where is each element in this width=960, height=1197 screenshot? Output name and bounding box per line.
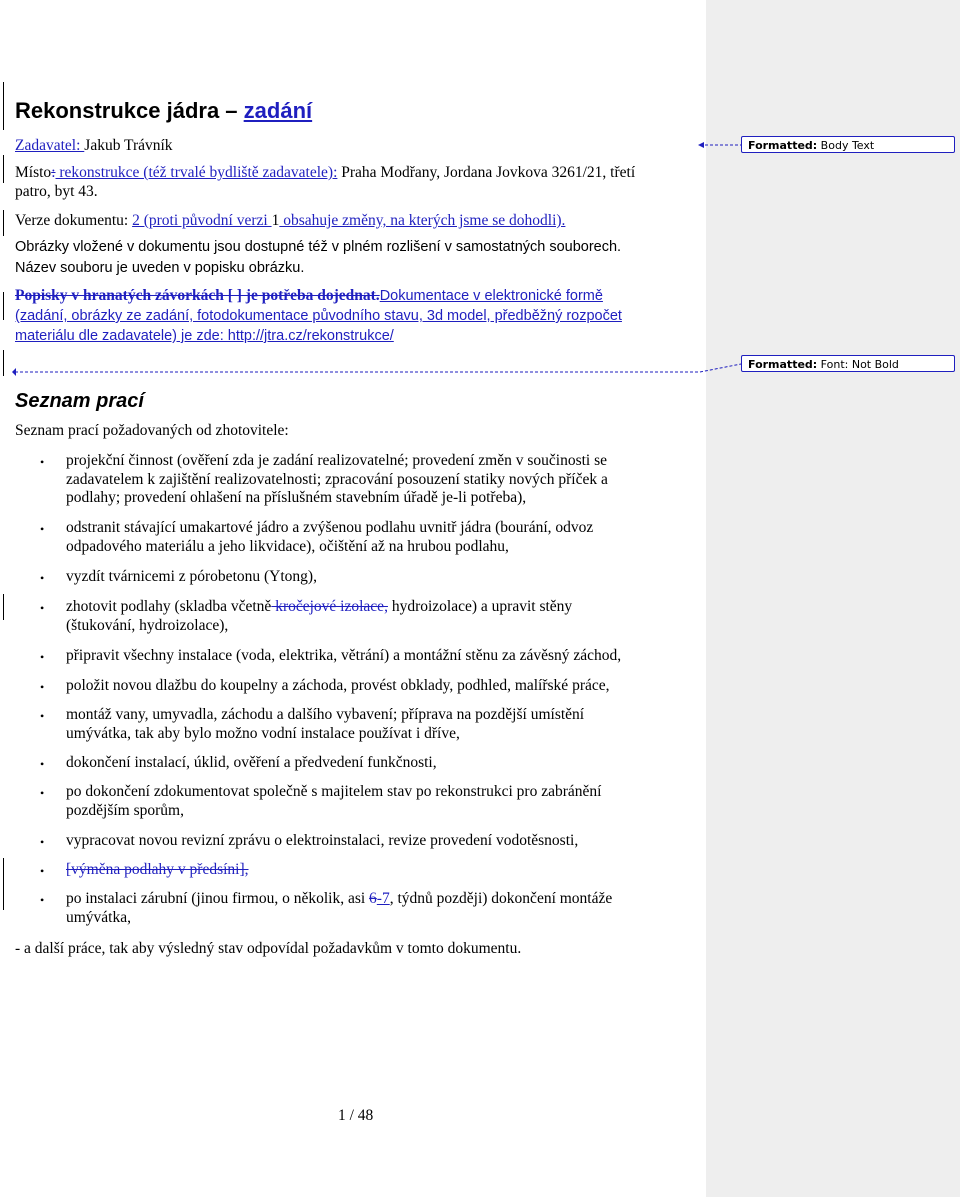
list-item-line: (štukování, hydroizolace), — [66, 616, 229, 634]
list-item-line: dokončení instalací, úklid, ověření a předvedení funkčnosti, — [66, 754, 437, 771]
bullet-icon: • — [40, 757, 45, 771]
title-inserted-text: zadání — [243, 98, 313, 123]
list-item-line: umývátka, tak aby bylo možno vodní instalace používat i dříve, — [66, 724, 460, 742]
list-item-line: montáž vany, umyvadla, záchodu a dalšího vybavení; příprava na pozdější umístění — [66, 706, 585, 723]
anchor-arrow-icon — [12, 368, 16, 376]
bullet-icon: • — [40, 650, 45, 664]
bullet-icon: • — [40, 864, 45, 878]
tracked-deleted-text: Popisky v hranatých závorkách [ ] je potřeba dojednat. — [15, 287, 380, 304]
place-inserted-text: rekonstrukce (též trvalé bydliště zadavatele): — [55, 164, 338, 181]
tracked-inserted-line-3: materiálu dle zadavatele) je zde: http://jtra.cz/rekonstrukce/ — [15, 328, 394, 344]
comment-balloon[interactable] — [741, 355, 955, 372]
comment-value: Body Text — [817, 139, 875, 152]
comment-balloon[interactable] — [741, 136, 955, 153]
comment-connector — [15, 364, 741, 372]
version-inserted-2: obsahuje změny, na kterých jsme se dohodli). — [279, 212, 566, 229]
list-item-line: odstranit stávající umakartové jádro a zvýšenou podlahu uvnitř jádra (bourání, odvoz — [66, 519, 594, 536]
list-item-line: pozdějším sporům, — [66, 801, 184, 819]
place-label: Místo — [15, 164, 52, 181]
list-item-line: připravit všechny instalace (voda, elektrika, větrání) a montážní stěnu za závěsný záchod, — [66, 647, 622, 664]
list-item-line: odpadového materiálu a jeho likvidace), očištění až na hrubou podlahu, — [66, 537, 509, 555]
place-line-2: patro, byt 43. — [15, 183, 98, 200]
tracked-inserted-line-2: (zadání, obrázky ze zadání, fotodokumentace původního stavu, 3d model, předběžný rozpočet — [15, 308, 622, 324]
list-item-text: po instalaci zárubní (jinou firmou, o několik, asi — [66, 890, 370, 907]
client-label: Zadavatel: — [15, 137, 85, 154]
section-heading: Seznam prací — [15, 390, 144, 412]
page-number: 1 / 48 — [338, 1107, 374, 1124]
comment-label: Formatted: — [748, 358, 818, 371]
bullet-icon: • — [40, 571, 45, 585]
list-item-line: podlahy; provedení ohlašení na příslušném stavebním úřadě je-li potřeba), — [66, 489, 527, 506]
version-old: 1 — [271, 212, 280, 229]
list-item-text: , týdnů později) dokončení montáže — [389, 890, 613, 907]
title-text: Rekonstrukce jádra – — [15, 98, 244, 123]
list-item-line: položit novou dlažbu do koupelny a záchoda, provést obklady, podhled, malířské práce, — [66, 677, 610, 694]
bullet-icon: • — [40, 455, 45, 469]
place-address: Praha Modřany, Jordana Jovkova 3261/21, třetí — [337, 164, 636, 181]
tracked-inserted-line-1: Dokumentace v elektronické formě — [379, 288, 603, 304]
bullet-icon: • — [40, 893, 45, 907]
list-item-line: po dokončení zdokumentovat společně s majitelem stav po rekonstrukci pro zabránění — [66, 783, 602, 800]
version-inserted-1: 2 (proti původní verzi — [132, 212, 272, 229]
bullet-icon: • — [40, 835, 45, 849]
list-item-deleted-text: 6 — [369, 890, 377, 907]
list-item-line: projekční činnost (ověření zda je zadání realizovatelné; provedení změn v součinosti se — [66, 452, 608, 469]
version-prefix: Verze dokumentu: — [15, 212, 133, 229]
images-note-line-1: Obrázky vložené v dokumentu jsou dostupné též v plném rozlišení v samostatných souborech. — [15, 239, 622, 255]
anchor-arrow-icon — [698, 142, 704, 148]
client-name: Jakub Trávník — [84, 137, 173, 154]
list-item-deleted-text: kročejové izolace, — [271, 598, 388, 615]
list-item-line: vyzdít tvárnicemi z pórobetonu (Ytong), — [66, 568, 317, 585]
bullet-icon: • — [40, 680, 45, 694]
bullet-icon: • — [40, 786, 45, 800]
list-item-line: vypracovat novou revizní zprávu o elektroinstalaci, revize provedení vodotěsnosti, — [66, 832, 579, 849]
bullet-icon: • — [40, 709, 45, 723]
list-item-line: umývátka, — [66, 908, 131, 926]
place-deleted-colon: : — [51, 164, 56, 181]
images-note-line-2: Název souboru je uveden v popisku obrázku. — [15, 260, 305, 276]
bullet-icon: • — [40, 522, 45, 536]
bullet-icon: • — [40, 601, 45, 615]
comment-label: Formatted: — [748, 139, 818, 152]
list-item-deleted-text: [výměna podlahy v předsíni], — [66, 861, 249, 878]
list-item-text: hydroizolace) a upravit stěny — [387, 598, 573, 615]
list-item-line: zadavatelem k zajištění realizovatelnosti; zpracování posouzení statiky nových příček a — [66, 470, 608, 488]
section-intro: Seznam prací požadovaných od zhotovitele: — [15, 422, 289, 439]
list-item-text: zhotovit podlahy (skladba včetně — [66, 598, 272, 615]
closing-paragraph: - a další práce, tak aby výsledný stav odpovídal požadavkům v tomto dokumentu. — [15, 940, 522, 957]
list-item-inserted-text: -7 — [376, 890, 390, 907]
comment-value: Font: Not Bold — [817, 358, 899, 371]
